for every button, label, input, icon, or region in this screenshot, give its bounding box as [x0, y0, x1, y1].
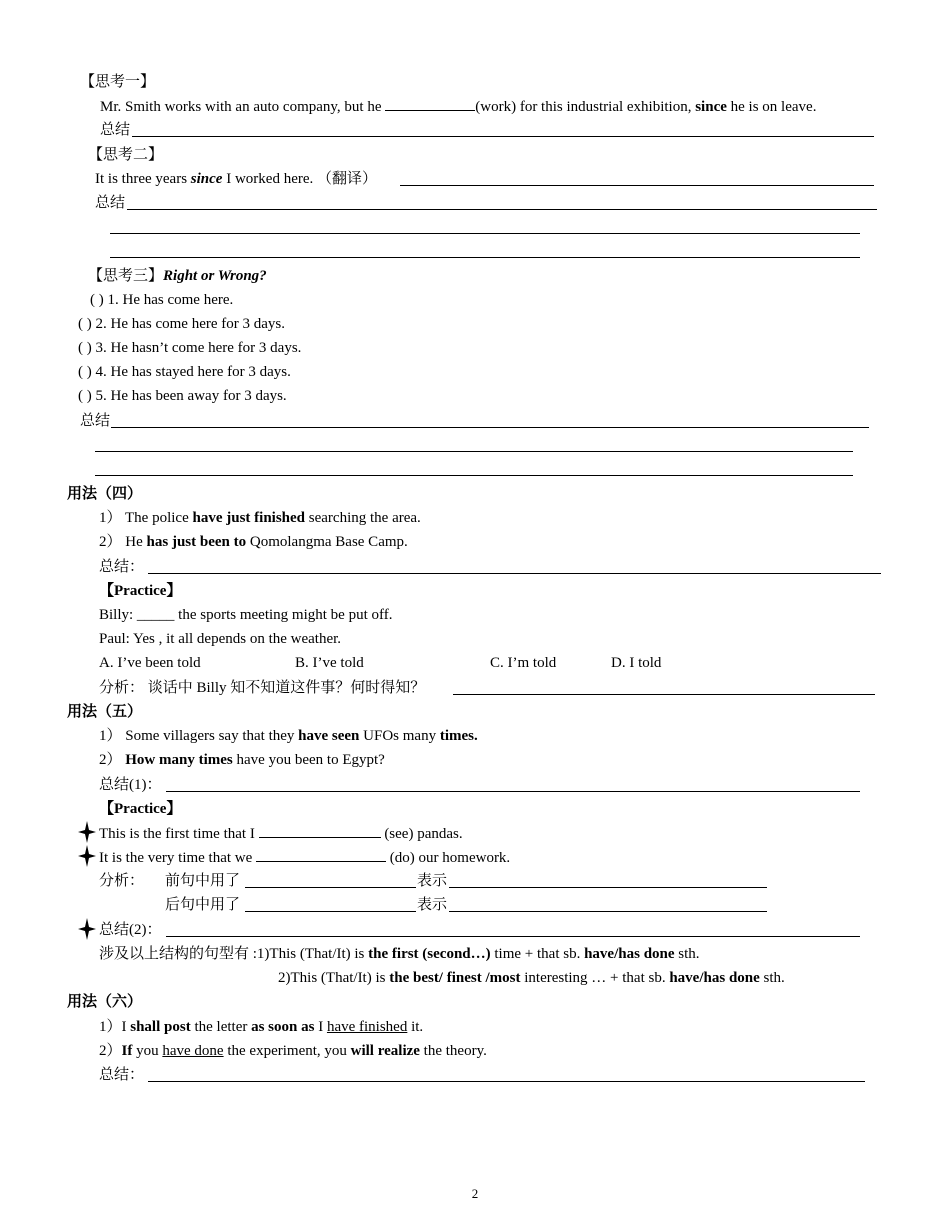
structure-text: sth.: [759, 970, 785, 986]
think1-heading: 【思考一】: [80, 74, 156, 90]
usage5-structure-2: [278, 968, 785, 988]
practice-answer-blank[interactable]: [256, 847, 386, 862]
answer-bracket[interactable]: ( ): [78, 340, 92, 356]
answer-bracket[interactable]: ( ): [90, 292, 104, 308]
think1-since: since: [695, 99, 727, 115]
practice-text: This is the first time that I: [99, 826, 259, 842]
think3-item-5: [78, 386, 287, 406]
think1-s3: he is on leave.: [726, 99, 817, 115]
practice-text: (do) our homework.: [386, 850, 511, 866]
think2-summary-line-3[interactable]: [110, 257, 860, 258]
think2-s1: It is three years: [95, 171, 191, 187]
think2-sentence: [95, 169, 377, 189]
example-text: the experiment, you: [223, 1043, 351, 1059]
think3-summary-line-1[interactable]: [111, 427, 869, 428]
usage5-practice-1: [99, 823, 463, 843]
example-number: 2）: [99, 752, 122, 768]
think3-summary-line-3[interactable]: [95, 475, 853, 476]
page-number: 2: [471, 1186, 479, 1201]
usage5-back-label: 后句中用了: [165, 897, 241, 913]
think3-item-text: 1. He has come here.: [107, 292, 234, 308]
usage4-heading: 用法（四）: [67, 486, 143, 502]
usage4-summary-label: 总结：: [99, 559, 145, 575]
example-bold: as soon as: [251, 1019, 315, 1035]
example-bold: have just finished: [192, 510, 306, 526]
usage5-summary2-label: 总结(2)：: [99, 922, 162, 938]
think3-heading: [88, 266, 267, 286]
usage5-example-2: [99, 750, 385, 770]
usage5-back-line[interactable]: [245, 911, 416, 912]
usage5-example-1: [99, 726, 478, 746]
example-text: UFOs many: [359, 728, 440, 744]
think2-s2: I worked here. （翻译）: [222, 171, 378, 187]
think3-item-text: 3. He hasn’t come here for 3 days.: [95, 340, 302, 356]
think3-item-text: 4. He has stayed here for 3 days.: [95, 364, 291, 380]
think3-heading-cn: 【思考三】: [88, 268, 164, 284]
usage6-example-1: [99, 1017, 423, 1037]
structure-text: time + that sb.: [490, 946, 585, 962]
usage5-practice-label: 【Practice】: [99, 801, 182, 817]
example-text: the letter: [190, 1019, 252, 1035]
think3-item-1: [90, 290, 233, 310]
think3-item-2: [78, 314, 285, 334]
structure-bold: have/has done: [584, 946, 675, 962]
option-b[interactable]: B. I’ve told: [295, 655, 364, 671]
answer-bracket[interactable]: ( ): [78, 388, 92, 404]
practice-text: It is the very time that we: [99, 850, 257, 866]
structure-text: interesting … + that sb.: [520, 970, 670, 986]
think1-summary-label: 总结: [100, 122, 131, 138]
example-bold: shall post: [130, 1019, 191, 1035]
usage5-means-label-2: 表示: [417, 897, 448, 913]
usage4-example-2: [99, 532, 408, 552]
usage5-analysis-label: 分析：: [99, 873, 145, 889]
practice-text: (see) pandas.: [380, 826, 463, 842]
usage5-means-line-1[interactable]: [449, 887, 767, 888]
think2-summary-label: 总结: [95, 195, 126, 211]
example-text: Some villagers say that they: [125, 728, 299, 744]
think2-since: since: [190, 171, 223, 187]
think3-item-text: 2. He has come here for 3 days.: [95, 316, 286, 332]
option-c[interactable]: C. I’m told: [490, 655, 557, 671]
option-a[interactable]: A. I’ve been told: [99, 655, 201, 671]
think1-answer-blank[interactable]: [385, 96, 475, 111]
usage4-summary-line[interactable]: [148, 573, 881, 574]
structure-bold: the best/ finest /most: [389, 970, 521, 986]
example-underlined: have done: [162, 1043, 224, 1059]
think3-item-4: [78, 362, 291, 382]
example-underlined: have finished: [326, 1019, 408, 1035]
usage4-analysis: 分析： 谈话中 Billy 知不知道这件事？何时得知？: [99, 680, 426, 696]
usage6-example-2: [99, 1041, 487, 1061]
think2-translate-line[interactable]: [400, 185, 874, 186]
usage4-billy: Billy: _____ the sports meeting might be put off.: [99, 607, 393, 623]
example-bold: If: [121, 1043, 133, 1059]
usage5-front-label: 前句中用了: [165, 873, 241, 889]
four-point-star-icon: [78, 821, 96, 843]
usage6-summary-line[interactable]: [148, 1081, 865, 1082]
structure-text: 2)This (That/It) is: [278, 970, 390, 986]
example-bold: will realize: [350, 1043, 420, 1059]
think1-s1: Mr. Smith works with an auto company, but he: [100, 99, 386, 115]
example-number: 2）: [99, 1043, 122, 1059]
think1-sentence: [100, 96, 816, 116]
usage4-example-1: [99, 508, 421, 528]
usage5-front-line[interactable]: [245, 887, 416, 888]
example-text: the theory.: [419, 1043, 487, 1059]
think3-summary-line-2[interactable]: [95, 451, 853, 452]
example-text: it.: [407, 1019, 424, 1035]
example-number: 2）: [99, 534, 122, 550]
example-bold: times.: [439, 728, 478, 744]
example-text: He: [125, 534, 147, 550]
structure-text: 涉及以上结构的句型有 :1)This (That/It) is: [99, 946, 369, 962]
example-bold: have seen: [298, 728, 360, 744]
example-bold: How many times: [125, 752, 233, 768]
structure-bold: the first (second…): [368, 946, 491, 962]
think1-summary-line[interactable]: [132, 136, 874, 137]
think2-heading: 【思考二】: [88, 147, 164, 163]
usage5-heading: 用法（五）: [67, 704, 143, 720]
example-number: 1）: [99, 510, 122, 526]
usage6-heading: 用法（六）: [67, 994, 143, 1010]
think2-summary-line-2[interactable]: [110, 233, 860, 234]
example-text: searching the area.: [305, 510, 421, 526]
usage4-practice-label: 【Practice】: [99, 583, 182, 599]
think3-summary-label: 总结: [80, 413, 111, 429]
four-point-star-icon: [78, 918, 96, 940]
structure-text: sth.: [674, 946, 700, 962]
example-text: you: [132, 1043, 163, 1059]
usage5-summary1-label: 总结(1)：: [99, 777, 162, 793]
option-d[interactable]: D. I told: [611, 655, 662, 671]
think3-heading-en: Right or Wrong?: [163, 268, 267, 284]
usage4-analysis-line[interactable]: [453, 694, 875, 695]
usage5-practice-2: [99, 847, 510, 867]
think2-summary-line-1[interactable]: [127, 209, 877, 210]
think3-item-3: [78, 338, 301, 358]
usage5-structure-1: [99, 944, 700, 964]
answer-bracket[interactable]: ( ): [78, 316, 92, 332]
usage4-paul: Paul: Yes , it all depends on the weather.: [99, 631, 342, 647]
example-bold: has just been to: [146, 534, 247, 550]
example-text: Qomolangma Base Camp.: [246, 534, 408, 550]
practice-answer-blank[interactable]: [259, 823, 381, 838]
usage5-summary2-line[interactable]: [166, 936, 860, 937]
usage5-summary1-line[interactable]: [166, 791, 860, 792]
structure-bold: have/has done: [669, 970, 760, 986]
answer-bracket[interactable]: ( ): [78, 364, 92, 380]
example-number: 1）I: [99, 1019, 131, 1035]
usage5-means-label-1: 表示: [417, 873, 448, 889]
think3-item-text: 5. He has been away for 3 days.: [95, 388, 287, 404]
example-text: have you been to Egypt?: [232, 752, 385, 768]
example-number: 1）: [99, 728, 122, 744]
example-text: The police: [125, 510, 193, 526]
usage5-means-line-2[interactable]: [449, 911, 767, 912]
four-point-star-icon: [78, 845, 96, 867]
usage6-summary-label: 总结：: [99, 1067, 145, 1083]
example-text: I: [314, 1019, 327, 1035]
think1-s2: (work) for this industrial exhibition,: [475, 99, 696, 115]
